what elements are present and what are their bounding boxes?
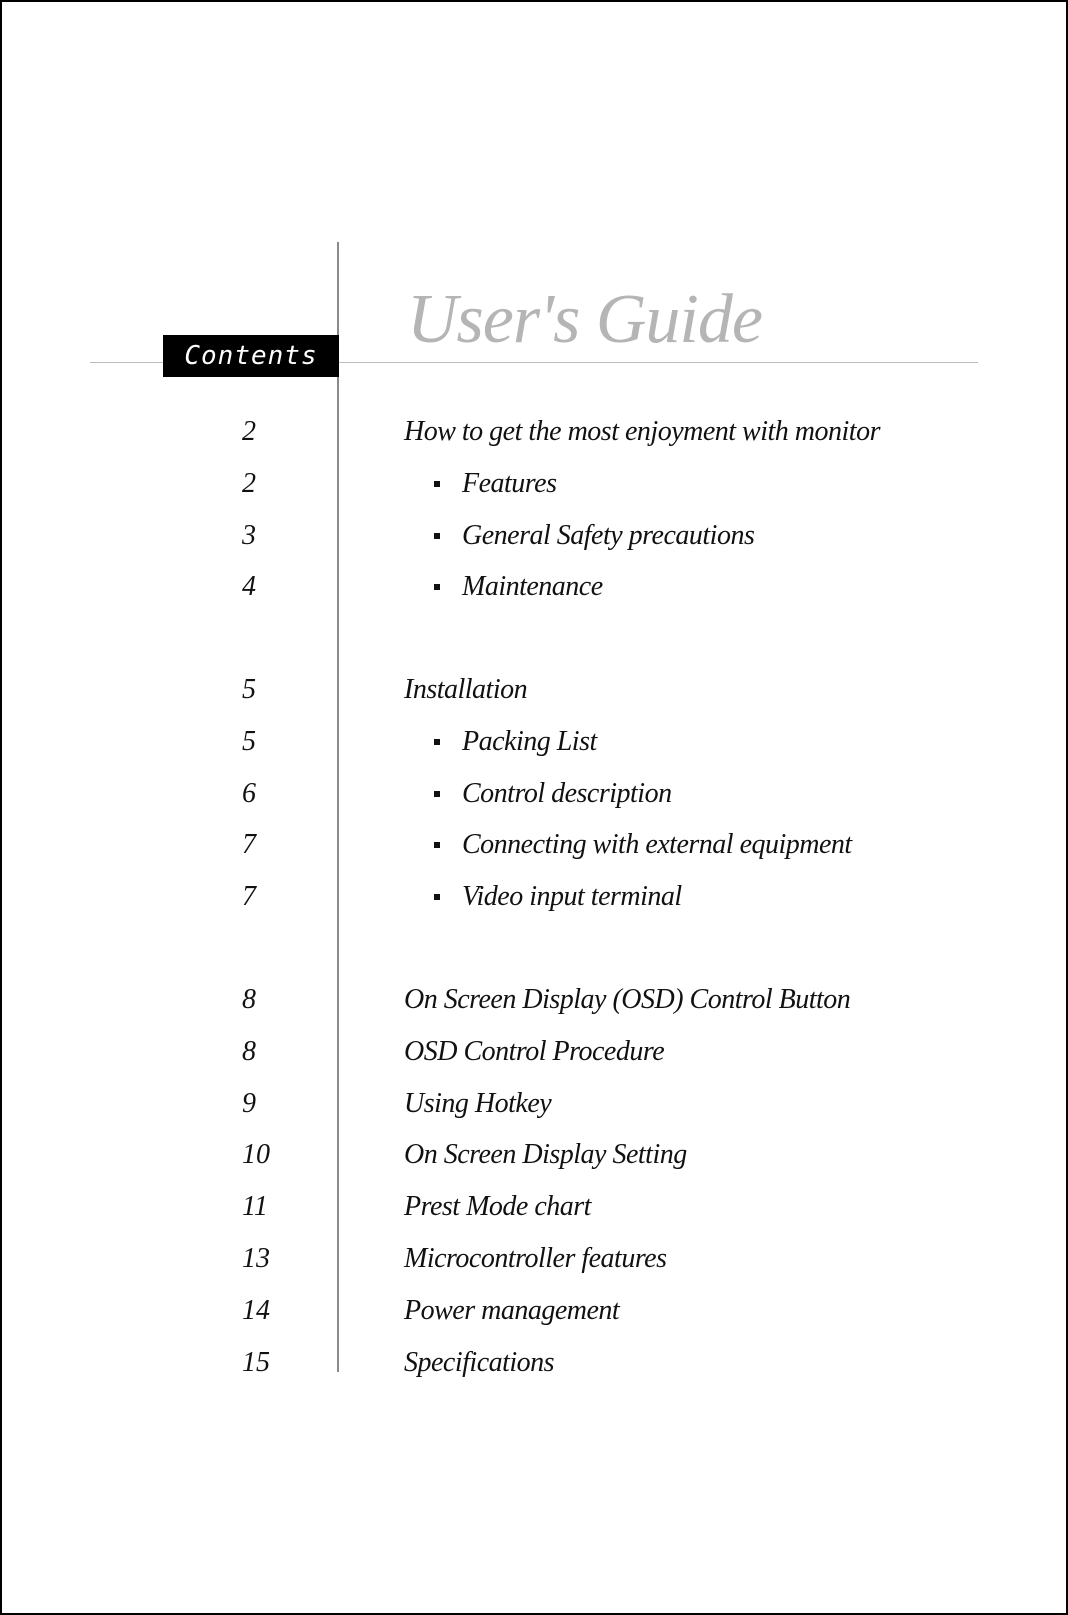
toc-entry-title: Packing List <box>462 726 597 757</box>
toc-entry-title: Video input terminal <box>462 881 682 912</box>
toc-page-number: 5 <box>242 726 256 757</box>
toc-entry-title: General Safety precautions <box>462 520 755 551</box>
toc-entry-title: Specifications <box>404 1347 555 1378</box>
toc-page-number: 7 <box>242 881 256 912</box>
toc-entry-title: Microcontroller features <box>404 1243 667 1274</box>
toc-page-number: 8 <box>242 984 256 1015</box>
toc-entry-title: Prest Mode chart <box>404 1191 591 1222</box>
toc-entry-title: Power management <box>404 1295 620 1326</box>
toc-row[interactable] <box>2 670 1068 710</box>
toc-row[interactable] <box>2 722 1068 762</box>
toc-row[interactable] <box>2 464 1068 504</box>
toc-entry-title: Using Hotkey <box>404 1088 552 1119</box>
bullet-icon <box>434 894 440 900</box>
toc-entry-title: Control description <box>462 778 672 809</box>
toc-page-number: 4 <box>242 571 256 602</box>
toc-row[interactable] <box>2 1343 1068 1383</box>
toc-entry-title: Connecting with external equipment <box>462 829 852 860</box>
toc-page-number: 5 <box>242 674 256 705</box>
toc-row[interactable] <box>2 980 1068 1020</box>
toc-page-number: 10 <box>242 1139 270 1170</box>
toc-page-number: 9 <box>242 1088 256 1119</box>
toc-page-number: 15 <box>242 1347 270 1378</box>
bullet-icon <box>434 791 440 797</box>
toc-page-number: 7 <box>242 829 256 860</box>
toc-page-number: 6 <box>242 778 256 809</box>
toc-entry-title: Features <box>462 468 557 499</box>
toc-page-number: 3 <box>242 520 256 551</box>
toc-row[interactable] <box>2 412 1068 452</box>
toc-row[interactable] <box>2 1187 1068 1227</box>
toc-row[interactable] <box>2 516 1068 556</box>
contents-label: Contents <box>163 335 339 377</box>
toc-row[interactable] <box>2 774 1068 814</box>
toc-entry-title: On Screen Display Setting <box>404 1139 687 1170</box>
toc-row[interactable] <box>2 1032 1068 1072</box>
toc-entry-title: Installation <box>404 674 528 705</box>
bullet-icon <box>434 739 440 745</box>
toc-page-number: 2 <box>242 468 256 499</box>
bullet-icon <box>434 842 440 848</box>
toc-page-number: 13 <box>242 1243 270 1274</box>
toc-entry-title: On Screen Display (OSD) Control Button <box>404 984 851 1015</box>
toc-row[interactable] <box>2 877 1068 917</box>
toc-row[interactable] <box>2 1239 1068 1279</box>
toc-row[interactable] <box>2 1135 1068 1175</box>
toc-row[interactable] <box>2 825 1068 865</box>
toc-row[interactable] <box>2 1084 1068 1124</box>
toc-page-number: 11 <box>242 1191 268 1222</box>
bullet-icon <box>434 481 440 487</box>
toc-page-number: 2 <box>242 416 256 447</box>
toc-entry-title: OSD Control Procedure <box>404 1036 665 1067</box>
page-title: User's Guide <box>407 281 762 358</box>
toc-entry-title: Maintenance <box>462 571 603 602</box>
toc-entry-title: How to get the most enjoyment with monitor <box>404 416 880 447</box>
toc-row[interactable] <box>2 567 1068 607</box>
toc-page-number: 8 <box>242 1036 256 1067</box>
toc-row[interactable] <box>2 1291 1068 1331</box>
bullet-icon <box>434 584 440 590</box>
bullet-icon <box>434 533 440 539</box>
toc-page-number: 14 <box>242 1295 270 1326</box>
